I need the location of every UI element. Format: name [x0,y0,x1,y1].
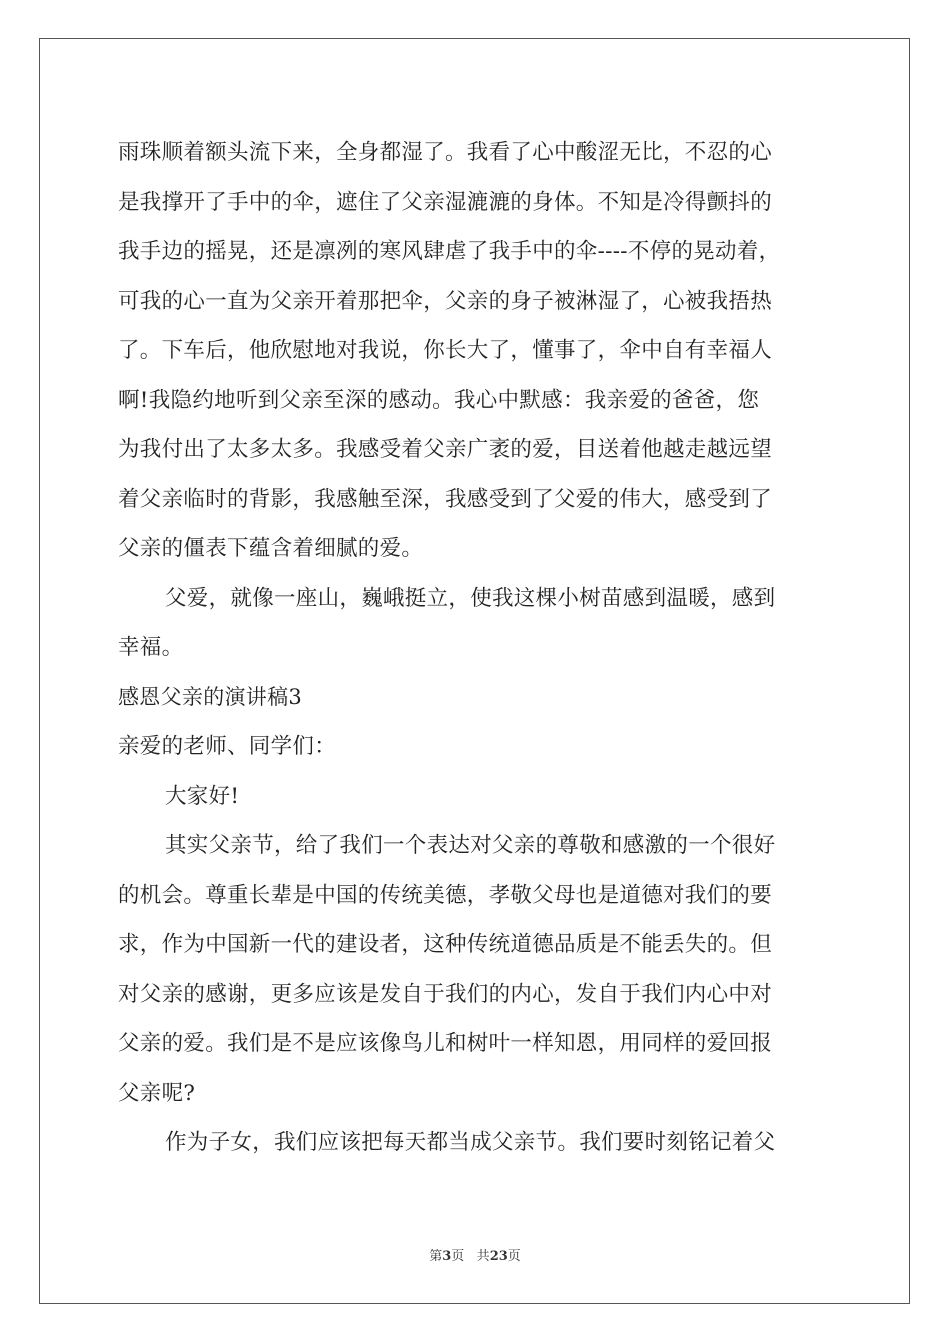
section-heading: 感恩父亲的演讲稿3 [118,684,303,709]
footer-prefix: 第 [429,1249,443,1264]
text-line: 为我付出了太多太多。我感受着父亲广袤的爱，目送着他越走越远望 [118,437,773,462]
footer-page-word: 页 [451,1249,465,1264]
footer-total-prefix: 共 [476,1249,490,1264]
greeting: 大家好! [165,783,240,809]
paragraph-start-line: 作为子女，我们应该把每天都当成父亲节。我们要时刻铭记着父 [165,1130,776,1155]
paragraph-start-line: 其实父亲节，给了我们一个表达对父亲的尊敬和感激的一个很好 [165,833,776,858]
text-line: 幸福。 [118,635,184,660]
paragraph-start-line: 父爱，就像一座山，巍峨挺立，使我这棵小树苗感到温暖，感到 [165,585,776,611]
text-line: 父亲的僵表下蕴含着细腻的爱。 [118,536,424,561]
text-line: 对父亲的感谢，更多应该是发自于我们的内心，发自于我们内心中对 [118,981,773,1007]
text-line: 是我撑开了手中的伞，遮住了父亲湿漉漉的身体。不知是冷得颤抖的 [118,189,773,215]
text-line: 了。下车后，他欣慰地对我说，你长大了，懂事了，伞中自有幸福人 [118,338,773,363]
text-line: 父亲的爱。我们是不是应该像鸟儿和树叶一样知恩，用同样的爱回报 [118,1031,773,1056]
text-line: 着父亲临时的背影，我感触至深，我感受到了父爱的伟大，感受到了 [118,486,773,512]
current-page-number: 3 [442,1249,452,1264]
page-number-footer [0,1245,950,1264]
footer-total-suffix: 页 [507,1249,521,1264]
text-line: 的机会。尊重长辈是中国的传统美德，孝敬父母也是道德对我们的要 [118,882,773,908]
salutation: 亲爱的老师、同学们： [118,734,337,759]
text-line: 父亲呢? [118,1080,196,1106]
text-line: 我手边的摇晃，还是凛冽的寒风肆虐了我手中的伞----不停的晃动着， [118,239,781,264]
text-line: 可我的心一直为父亲开着那把伞，父亲的身子被淋湿了，心被我捂热 [118,288,773,314]
total-pages-number: 23 [489,1249,508,1264]
text-line: 求，作为中国新一代的建设者，这种传统道德品质是不能丢失的。但 [118,932,773,957]
text-line: 雨珠顺着额头流下来，全身都湿了。我看了心中酸涩无比，不忍的心 [118,140,773,165]
text-line: 啊!我隐约地听到父亲至深的感动。我心中默感：我亲爱的爸爸，您 [118,387,760,413]
document-body [118,128,838,1168]
